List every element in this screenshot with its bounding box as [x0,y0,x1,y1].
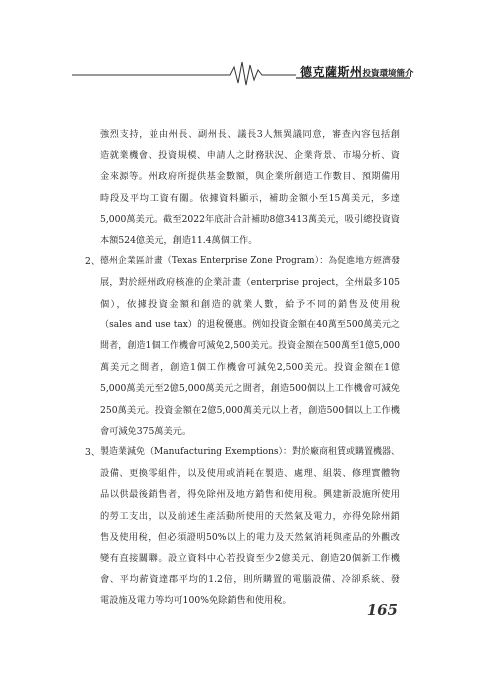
text-line: 萬美元之間者，創造1個工作機會可減免2,500美元。投資金額在1億 [100,362,400,374]
text-line: 間者，創造1個工作機會可減免2,500美元。投資金額在500萬至1億5,000 [100,341,400,352]
text-line: 展，對於經州政府核准的企業計畫（enterprise project，全州最多105 [100,277,400,289]
page-number: 165 [366,601,398,619]
body-text [85,124,401,612]
list-item-number: 2、 [85,256,101,268]
text-line: 金來源等。州政府所提供基金數額，與企業所創造工作數目、預期備用 [100,171,400,183]
text-line: 時段及平均工資有關。依據資料顯示，補助金額小至15萬美元，多達 [100,192,400,204]
text-line: 品以供最後銷售者，得免除州及地方銷售和使用稅。興建新設施所使用 [100,489,400,501]
text-line: 250萬美元。投資金額在2億5,000萬美元以上者，創造500個以上工作機 [100,404,400,416]
text-line: 的勞工支出，以及前述生產活動所使用的天然氣及電力，亦得免除州銷 [100,510,400,522]
text-line: 強烈支持，並由州長、副州長、議長3人無異議同意，審查內容包括創 [100,129,400,140]
list-item-2 [85,251,400,442]
text-line: 5,000萬美元至2億5,000萬美元之間者，創造500個以上工作機會可減免 [100,383,400,395]
text-line: 德州企業區計畫（Texas Enterprise Zone Program）：為促進地方經濟發 [100,256,400,267]
text-line: （sales and use tax）的退稅優惠。例如投資金額在40萬至500萬美元之 [100,319,400,330]
text-line: 變有直接關聯。設立資料中心若投資至少2億美元、創造20個新工作機 [100,553,400,565]
header-title-sub: 投資環境簡介 [362,69,414,79]
text-line: 本額524億美元，創造11.4萬個工作。 [100,235,258,247]
text-line: 會可減免375萬美元。 [100,425,192,437]
text-line: 會、平均薪資達郡平均的1.2倍，則所購置的電腦設備、冷卻系統、發 [100,574,400,586]
intro-paragraph [100,124,400,251]
header-title [300,63,414,80]
text-line: 造就業機會、投資規模、申請人之財務狀況、企業背景、市場分析、資 [100,150,400,162]
text-line: 個），依據投資金額和創造的就業人數，給予不同的銷售及使用稅 [100,298,400,310]
list-item-number: 3、 [85,447,101,459]
list-item-3 [85,442,401,612]
header-title-main: 德克薩斯州 [300,65,363,79]
text-line: 5,000萬美元。截至2022年底計合計補助8億3413萬美元，吸引總投資資 [100,213,400,225]
text-line: 製造業減免（Manufacturing Exemptions）：對於廠商租賃或購置機器、 [100,447,401,458]
running-header [0,40,480,90]
text-line: 設備、更換零組件，以及使用或消耗在製造、處理、組裝、修理實體物 [100,468,400,480]
text-line: 電設施及電力等均可100%免除銷售和使用稅。 [100,595,292,607]
text-line: 售及使用稅，但必須證明50%以上的電力及天然氣消耗與產品的外觀改 [100,531,400,543]
